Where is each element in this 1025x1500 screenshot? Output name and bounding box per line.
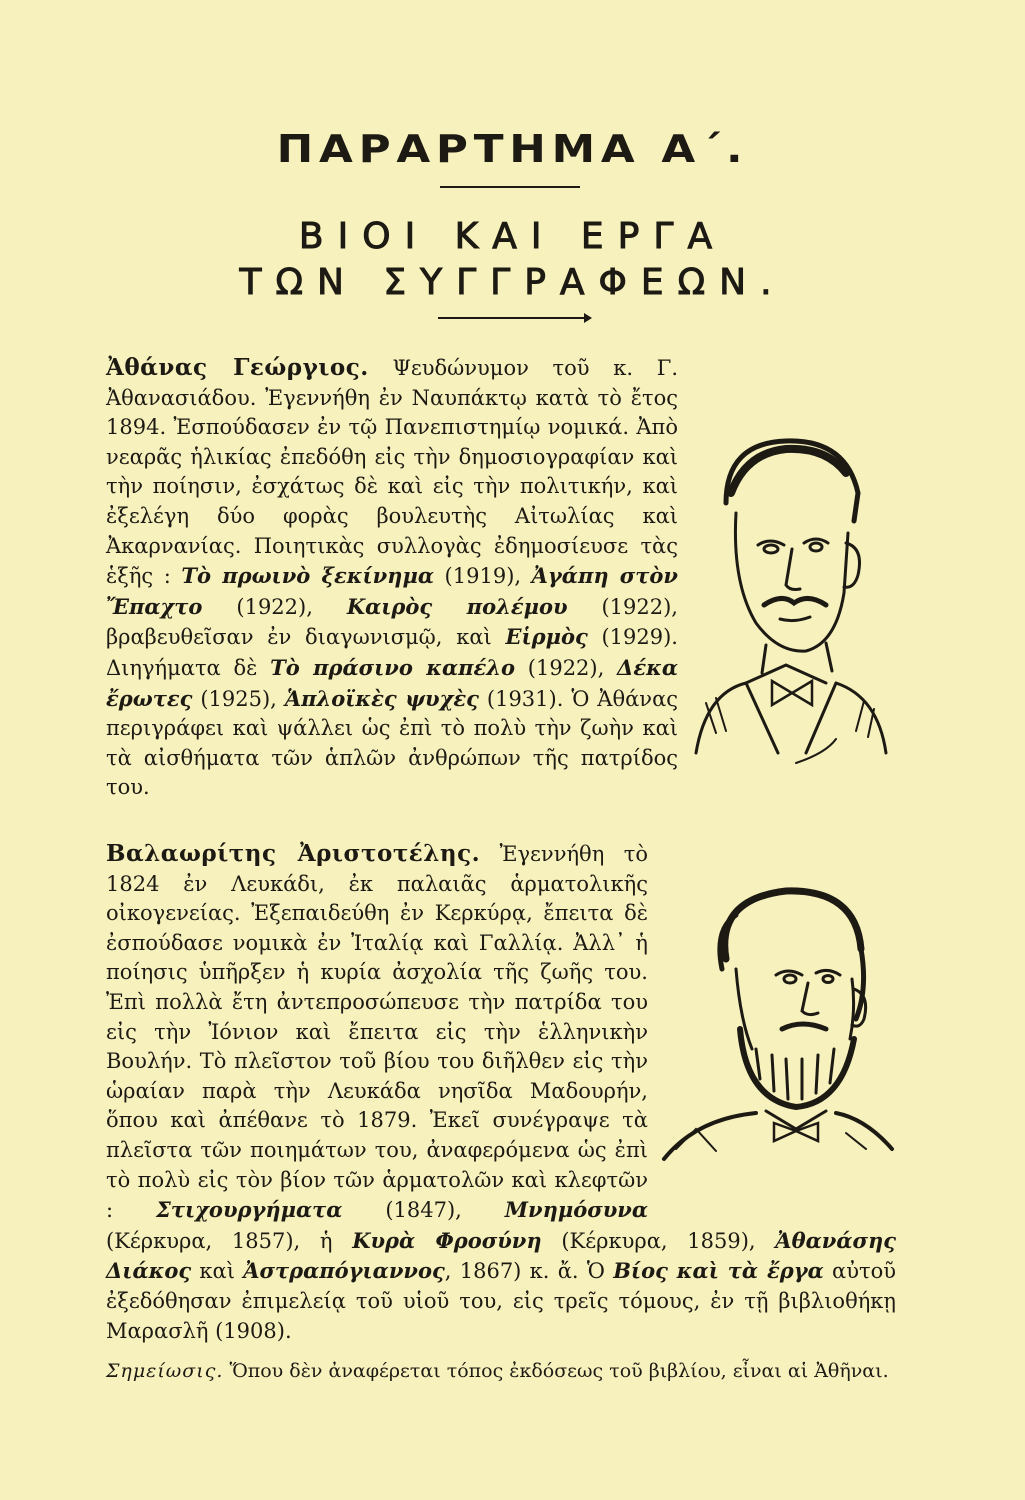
work-title: Κυρὰ Φροσύνη	[352, 1227, 542, 1253]
work-title: Καιρὸς πολέμου	[346, 593, 568, 619]
work-title: Τὸ πρωινὸ ξεκίνημα	[181, 563, 434, 589]
portrait-valaoritis-drawing	[656, 879, 896, 1169]
appendix-title: ΠΑΡΑΡΤΗΜΑ Α΄.	[276, 127, 749, 171]
work-title: Ἁπλοϊκὲς ψυχὲς	[284, 685, 479, 711]
work-title: Εἱρμὸς	[505, 624, 588, 650]
work-title: Στιχουργήματα	[155, 1197, 343, 1223]
bio-text: (1931). Ὁ Ἀθάνας περιγράφει καὶ ψάλλει ὡς ἐπὶ τὸ πολὺ τὴν ζωὴν καὶ τὰ αἰσθήματα τῶν ἁπλῶν ἀνθρώπων τῆς πατρίδος του.	[106, 686, 679, 800]
bio-text: (1922), βραβευθεῖσαν ἐν διαγωνισμῷ, καὶ	[106, 594, 678, 650]
work-title: Τὸ πράσινο καπέλο	[270, 654, 516, 680]
heading-arrow-divider	[438, 317, 586, 319]
work-title: Βίος καὶ τὰ ἔργα	[613, 1258, 824, 1284]
bio-text: (1919),	[433, 564, 532, 589]
bio-text: (Κέρκυρα, 1857), ἡ	[106, 1228, 353, 1253]
work-title: Δέκα ἔρωτες	[106, 654, 678, 711]
biography-valaoritis	[106, 839, 896, 1346]
title-divider	[440, 186, 580, 188]
bio-text: (1922),	[202, 594, 347, 619]
work-title: Μνημόσυνα	[504, 1197, 648, 1223]
bio-text: , 1867) κ. ἄ. Ὁ	[444, 1259, 614, 1284]
portrait-valaoritis	[656, 879, 896, 1209]
work-title: Ἀγάπη στὸν Ἔπαχτο	[106, 563, 678, 619]
bio-text: καὶ	[191, 1259, 244, 1284]
author-name-athanas: Ἀθάνας Γεώργιος.	[106, 354, 369, 381]
author-name-valaoritis: Βαλαωρίτης Ἀριστοτέλης.	[106, 840, 481, 867]
work-title: Ἀθανάσης Διάκος	[106, 1227, 897, 1284]
footnote-label: Σημείωσις.	[106, 1360, 224, 1382]
bio-text: Ψευδώνυμον τοῦ κ. Γ. Ἀθανασιάδου. Ἐγεννήθη ἐν Ναυπάκτῳ κατὰ τὸ ἔτος 1894. Ἐσπούδασεν ἐν τῷ Πανεπιστημίῳ νομικά. Ἀπὸ νεαρᾶς ἡλικίας ἐπεδόθη εἰς τὴν δημοσιογραφίαν καὶ τὴν ποίησιν, ἐσχάτως δὲ καὶ εἰς τὴν πολιτικήν, καὶ ἐξελέγη δύο φορὰς βουλευτὴς Αἰτωλίας καὶ Ἀκαρνανίας. Ποιητικὰς συλλογὰς ἐδημοσίευσε τὰς ἑξῆς :	[106, 356, 678, 589]
bio-text: (1922),	[515, 655, 618, 680]
portrait-athanas-drawing	[686, 353, 896, 771]
biography-athanas	[106, 353, 896, 803]
bio-text: (1925),	[192, 686, 285, 711]
bio-text: (1847),	[342, 1198, 505, 1223]
work-title: Ἀστραπόγιαννος	[243, 1258, 445, 1284]
bio-text: Ἐγεννήθη τὸ 1824 ἐν Λευκάδι, ἐκ παλαιᾶς ἁρματολικῆς οἰκογενείας. Ἐξεπαιδεύθη ἐν Κερκύρᾳ, ἔπειτα δὲ ἐσπούδασε νομικὰ ἐν Ἰταλίᾳ καὶ Γαλλίᾳ. Ἀλλ᾽ ἡ ποίησις ὑπῆρξεν ἡ κυρία ἀσχολία τῆς ζωῆς του. Ἐπὶ πολλὰ ἔτη ἀντεπροσώπευσε τὴν πατρίδα του εἰς τὴν Ἰόνιον καὶ ἔπειτα εἰς τὴν ἑλληνικὴν Βουλήν. Τὸ πλεῖστον τοῦ βίου του διῆλθεν εἰς τὴν ὡραίαν παρὰ τὴν Λευκάδα νησῖδα Μαδουρήν, ὅπου καὶ ἀπέθανε τὸ 1879. Ἐκεῖ συνέγραψε τὰ πλεῖστα τῶν ποιημάτων του, ἀναφερόμενα ὡς ἐπὶ τὸ πολὺ εἰς τὸν βίον τῶν ἁρματολῶν καὶ κλεφτῶν :	[106, 842, 648, 1223]
section-heading-line-1: ΒΙΟΙ ΚΑΙ ΕΡΓΑ	[298, 216, 727, 257]
portrait-athanas	[686, 353, 896, 771]
bio-text: (1929). Διηγήματα δὲ	[106, 625, 678, 680]
footnote-text: Ὅπου δὲν ἀναφέρεται τόπος ἐκδόσεως τοῦ βιβλίου, εἶναι αἱ Ἀθῆναι.	[223, 1360, 889, 1382]
footnote	[106, 1357, 896, 1385]
section-heading-line-2: ΤΩΝ ΣΥΓΓΡΑΦΕΩΝ.	[239, 262, 786, 303]
bio-text: (Κέρκυρα, 1859),	[541, 1228, 776, 1253]
bio-text: αὐτοῦ ἐξεδόθησαν ἐπιμελείᾳ τοῦ υἱοῦ του, εἰς τρεῖς τόμους, ἐν τῇ βιβλιοθήκῃ Μαρασλῆ (1908).	[106, 1259, 897, 1343]
